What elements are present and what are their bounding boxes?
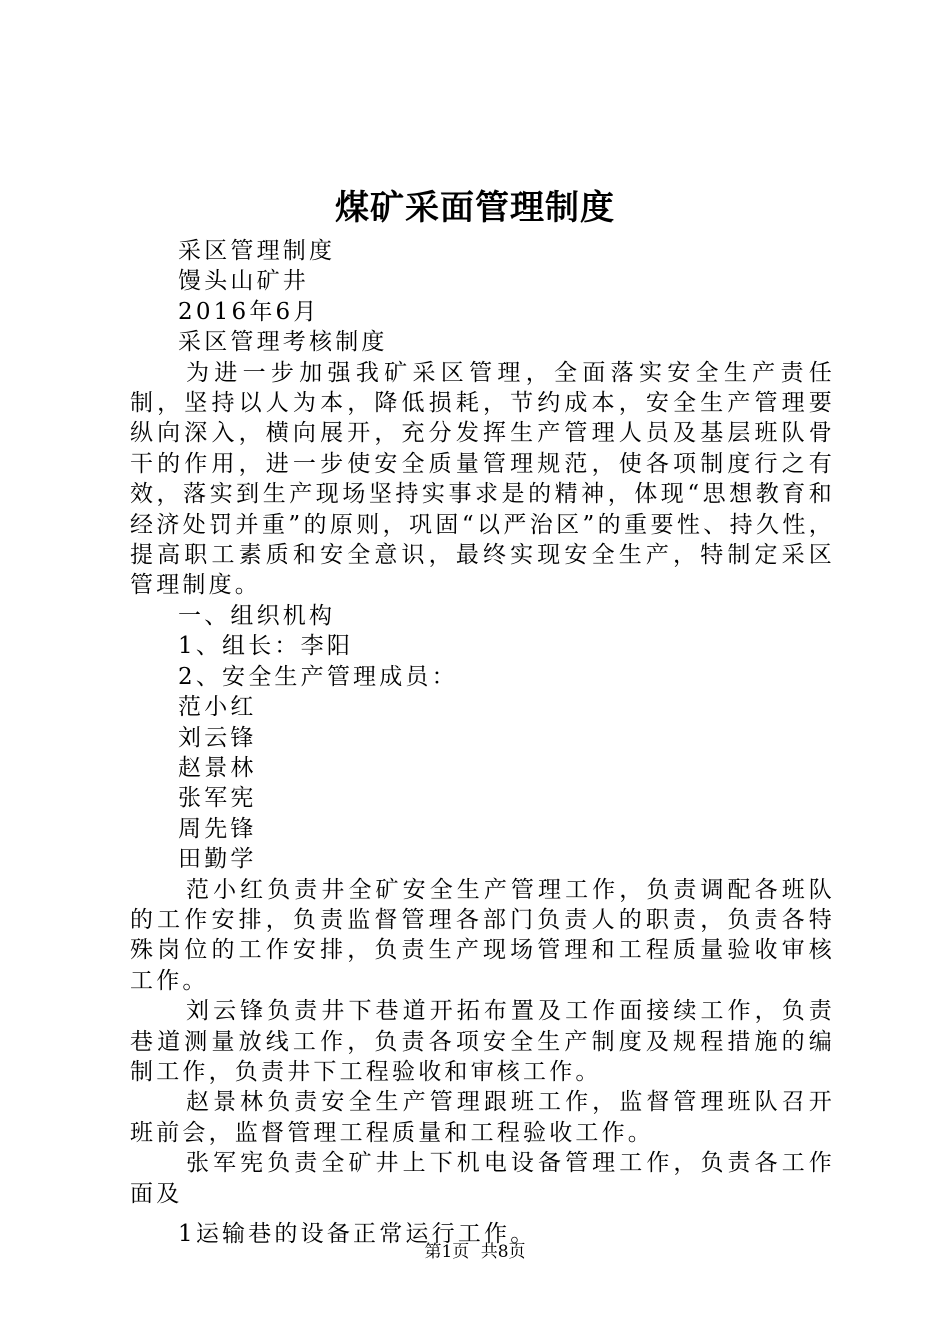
member-name: 范小红 xyxy=(178,694,257,721)
doc-line-mine: 馒头山矿井 xyxy=(178,268,309,295)
page-number: 第1页 xyxy=(424,1242,470,1262)
duty-paragraph-zhao: 赵景林负责安全生产管理跟班工作，监督管理班队召开班前会，监督管理工程质量和工程验收工作。 xyxy=(130,1089,835,1146)
org-leader: 1、组长：李阳 xyxy=(178,633,354,660)
duty-paragraph-liu: 刘云锋负责井下巷道开拓布置及工作面接续工作，负责巷道测量放线工作，负责各项安全生产制度及规程措施的编制工作，负责井下工程验收和审核工作。 xyxy=(130,998,835,1085)
org-members-label: 2、安全生产管理成员： xyxy=(178,663,458,690)
duty-paragraph-zhang: 张军宪负责全矿井上下机电设备管理工作，负责各工作面及 xyxy=(130,1150,835,1207)
member-name: 张军宪 xyxy=(178,785,257,812)
duty-paragraph-fan: 范小红负责井全矿安全生产管理工作，负责调配各班队的工作安排，负责监督管理各部门负责人的职责，负责各特殊岗位的工作安排，负责生产现场管理和工程质量验收审核工作。 xyxy=(130,876,835,994)
intro-paragraph: 为进一步加强我矿采区管理，全面落实安全生产责任制，坚持以人为本，降低损耗，节约成本，安全生产管理要纵向深入，横向展开，充分发挥生产管理人员及基层班队骨干的作用，进一步使安全质量管理规范，使各项制度行之有效，落实到生产现场坚持实事求是的精神，体现“思想教育和经济处罚并重”的原则，巩固“以严治区”的重要性、持久性，提高职工素质和安全意识，最终实现安全生产，特制定采区管理制度。 xyxy=(130,359,835,599)
doc-line-date: 2016年6月 xyxy=(178,298,320,325)
duty-paragraph-continuation: 1运输巷的设备正常运行工作。 xyxy=(178,1221,537,1247)
document-title: 煤矿采面管理制度 xyxy=(335,188,615,228)
doc-line-system: 采区管理制度 xyxy=(178,238,336,264)
document-body xyxy=(130,236,835,1249)
org-heading: 一、组织机构 xyxy=(178,602,336,629)
member-name: 周先锋 xyxy=(178,815,257,842)
doc-line-assessment: 采区管理考核制度 xyxy=(178,329,388,356)
member-name: 赵景林 xyxy=(178,754,257,781)
member-name: 刘云锋 xyxy=(178,724,257,751)
page-total: 共8页 xyxy=(480,1242,526,1262)
page-footer xyxy=(0,1240,950,1264)
member-name: 田勤学 xyxy=(178,846,257,873)
